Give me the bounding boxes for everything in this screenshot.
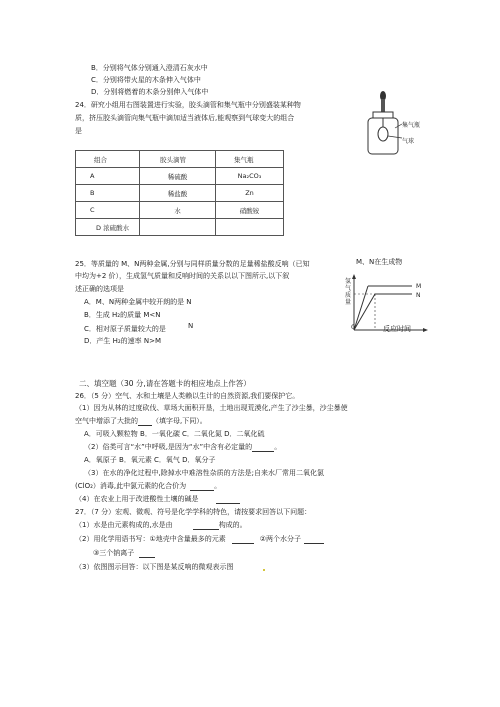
q26-line3 <box>75 417 207 426</box>
q25-stem-tail: M、N在生成物 <box>356 258 403 266</box>
answer-blank <box>193 522 219 530</box>
table-row <box>76 168 284 185</box>
q23-option-d: D．分别将燃着的木条分别伸入气体中 <box>91 88 209 96</box>
q27-line3-text: （2）用化学用语书写：①地壳中含量最多的元素 <box>75 535 226 543</box>
table-cell <box>216 219 284 236</box>
q24-table <box>75 150 284 236</box>
table-header-row <box>76 151 284 168</box>
table-cell: D 浓硫酸水 <box>76 219 140 236</box>
q23-option-b: B．分别将气体分别通入澄清石灰水中 <box>91 64 208 72</box>
graph-series-m-label: M <box>416 283 422 290</box>
answer-blank <box>216 496 240 504</box>
q27-line2-text: （1）水是由元素构成的,水是由 <box>75 521 173 529</box>
q25-stem-line1: 25．等质量的 M、N两种金属,分别与同样质量分数的足量稀盐酸反响（已知 <box>75 260 310 268</box>
q24-stem-line2: 质，挤压胶头滴管向集气瓶中滴加适当液体后,能观察到气球变大的组合 <box>75 114 295 122</box>
figure-label-balloon: 气球 <box>402 138 415 145</box>
table-cell: 硝酸铵 <box>216 202 284 219</box>
q26-line5-text: （2）俗类可言“水”中呼吸,是因为“水”中含有必定量的 <box>84 443 253 451</box>
table-cell: B <box>76 185 140 202</box>
table-header-cell: 胶头滴管 <box>140 151 216 168</box>
q25-option-c: C．相对原子质量较大的是 <box>84 325 166 333</box>
series-line-n <box>354 294 375 330</box>
q26-line7: （3）在水的净化过程中,除掉水中难溶性杂质的方法是;自来水厂常用二氧化氯 <box>84 469 325 477</box>
q25-stem-line2: 中均为+2 价），生成氢气质量和反响时间的关系以以下图所示,以下叙 <box>75 272 290 280</box>
q26-line1: 26．（5 分）空气、水和土壤是人类赖以生计的自然资源,我们要保护它。 <box>75 392 300 400</box>
graph-y-label: 氢气质量 <box>345 278 352 306</box>
q27-line5: （3）依图图示回答：以下图是某反响的微观表示图 <box>75 563 234 571</box>
q26-options-2: A．氧原子 B．氧元素 C．氧气 D．氧分子 <box>84 456 216 464</box>
graph-series-n-label: N <box>416 292 421 299</box>
section2-title: 二、填空题（30 分,请在答题卡的相应地点上作答） <box>79 379 251 388</box>
q27-line2 <box>75 521 247 530</box>
q26-options-1: A．可吸入颗粒物 B．一氧化碳 C．二氧化氮 D．二氧化硫 <box>84 430 265 438</box>
q27-line4 <box>93 549 155 558</box>
q23-option-c: C．分别将带火星的木条伸入气体中 <box>91 76 201 84</box>
q25-option-c-answer: N <box>188 322 194 330</box>
table-cell: 水 <box>140 202 216 219</box>
q24-stem-line1: 24．研究小组用右图装置进行实验，胶头滴管和集气瓶中分别盛装某种物 <box>75 101 301 109</box>
series-line-m <box>354 286 368 330</box>
table-cell: Zn <box>216 185 284 202</box>
q26-line2: （1）因为从林的过度砍伐、草场大面积开垦，土地出现荒漠化,产生了沙尘暴，沙尘暴使 <box>75 404 348 412</box>
table-row <box>76 185 284 202</box>
table-cell <box>140 219 216 236</box>
q25-option-b: B．生成 H₂的质量 M<N <box>84 311 161 319</box>
q25-option-d: D．产生 H₂的速率 N>M <box>84 337 162 345</box>
table-cell: 稀盐酸 <box>140 185 216 202</box>
answer-blank <box>138 418 152 426</box>
q26-line5: （2）俗类可言“水”中呼吸,是因为“水”中含有必定量的 。 <box>84 443 282 451</box>
q27-line2-tail: 构成的。 <box>218 521 247 529</box>
graph-origin-label: 0 <box>351 323 356 331</box>
table-cell: Na₂CO₃ <box>216 168 284 185</box>
q26-line8-text: (ClO₂）消毒,此中氯元素的化合价为 <box>75 482 187 490</box>
q27-line1: 27．（7 分）宏观、微观、符号是化学学科的特色，请按要求回答以下问题： <box>75 508 312 516</box>
q26-line9 <box>75 495 240 504</box>
yellow-mark <box>263 569 265 571</box>
q26-line9-text: （4）在农业上用于改进酸性土壤的碱是 <box>75 495 199 503</box>
figure-label-flask: 集气瓶 <box>402 122 421 129</box>
table-cell: 稀硫酸 <box>140 168 216 185</box>
q24-stem-line3: 是 <box>75 127 82 135</box>
table-row <box>76 202 284 219</box>
answer-blank <box>304 536 324 544</box>
table-header-cell: 集气瓶 <box>216 151 284 168</box>
q26-line8: (ClO₂）消毒,此中氯元素的化合价为 。 <box>75 482 222 490</box>
graph-x-label: 反应时间 <box>383 325 411 333</box>
answer-blank <box>232 536 254 544</box>
table-cell: C <box>76 202 140 219</box>
q27-line3 <box>75 535 324 544</box>
q25-option-a: A．M、N两种金属中较开朗的是 N <box>84 298 192 306</box>
answer-blank <box>190 483 214 491</box>
table-header-cell: 组合 <box>76 151 140 168</box>
answer-blank <box>252 444 274 452</box>
q26-line3-text: 空气中增添了大批的 <box>75 417 138 425</box>
q27-line4-text: ③三个钠离子 <box>93 549 135 557</box>
q26-line3-tail: （填字母,下同）。 <box>152 417 207 425</box>
table-cell: A <box>76 168 140 185</box>
table-row <box>76 219 284 236</box>
q25-stem-line3: 述正确的选项是 <box>75 285 124 293</box>
q27-line3-tail: ②两个水分子 <box>259 535 302 543</box>
answer-blank <box>139 550 155 558</box>
